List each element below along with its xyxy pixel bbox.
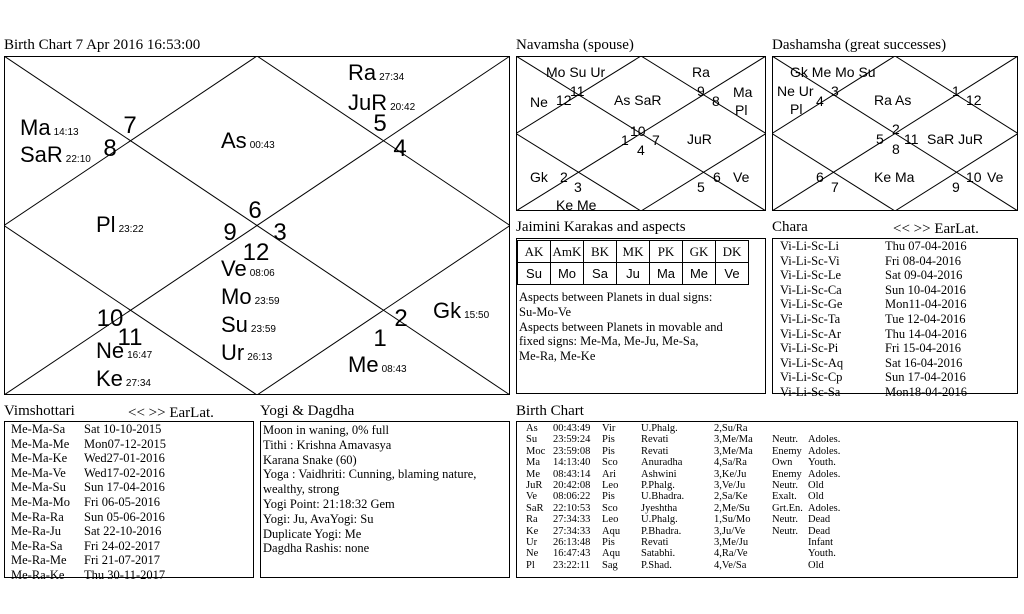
birth-table-cell: Own <box>772 457 793 469</box>
dashamsha-label: 5 <box>876 131 884 147</box>
birth-table-cell: 27:34:33 <box>553 525 591 537</box>
navamsha-label: JuR <box>687 131 712 147</box>
birth-table-cell: 08:43:14 <box>553 468 591 480</box>
birth-table-cell: 3,Me/Ma <box>714 434 753 446</box>
birth-table-cell: 2,Su/Ra <box>714 423 748 434</box>
vimshottari-row: Me-Ra-Ke <box>11 568 65 582</box>
birth-table-cell: Youth. <box>808 548 836 560</box>
house-number: 11 <box>117 324 143 351</box>
birth-table-cell: U.Bhadra. <box>641 491 685 503</box>
vimshottari-row: Fri 06-05-2016 <box>84 495 161 509</box>
vimshottari-row: Sat 10-10-2015 <box>84 422 162 436</box>
vimshottari-row: Fri 21-07-2017 <box>84 553 161 568</box>
chara-row: Mon18-04-2016 <box>885 385 967 399</box>
chara-nav[interactable]: << >> EarLat. <box>893 221 979 237</box>
house-number: 9 <box>223 219 237 246</box>
birth-table-cell: Ari <box>602 468 616 480</box>
vimshottari-row: Me-Ra-Ju <box>11 524 61 539</box>
birth-table-cell: Aqu <box>602 548 621 560</box>
vimshottari-row: Wed17-02-2016 <box>84 465 165 480</box>
birth-table-cell: Youth. <box>808 457 836 469</box>
planet-ur: Ur 26:13 <box>221 340 273 365</box>
vimshottari-row: Me-Ra-Me <box>11 553 67 568</box>
birth-table-cell: 16:47:43 <box>553 548 591 560</box>
birth-table-cell: Adoles. <box>808 434 841 446</box>
birth-table-cell: 23:59:24 <box>553 434 591 446</box>
birth-table-cell: Adoles. <box>808 445 841 457</box>
dashamsha-label: 2 <box>892 121 900 137</box>
vimshottari-row: Me-Ra-Ra <box>11 509 64 524</box>
birth-table-cell: Neutr. <box>772 525 798 537</box>
chara-row: Sat 09-04-2016 <box>885 268 963 283</box>
planet-as: As 00:43 <box>221 128 275 153</box>
karaka-value: Su <box>518 263 551 285</box>
birth-table-cell: Exalt. <box>772 491 797 503</box>
navamsha-label: Ra <box>692 64 710 80</box>
karaka-value: Ve <box>716 263 749 285</box>
birth-table-panel <box>516 421 1018 578</box>
vimshottari-row: Wed27-01-2016 <box>84 451 165 466</box>
dashamsha-label: Ne Ur <box>777 83 814 99</box>
house-number: 2 <box>394 305 408 332</box>
navamsha-label: 12 <box>556 92 572 108</box>
dashamsha-label: Ve <box>987 169 1004 185</box>
dashamsha-label: Gk Me Mo Su <box>790 64 876 80</box>
yogi-line: Tithi : Krishna Amavasya <box>263 437 392 452</box>
birth-table-cell: Sco <box>602 502 618 514</box>
birth-table-cell: P.Phalg. <box>641 480 675 491</box>
planet-me: Me 08:43 <box>348 352 407 377</box>
karaka-header: DK <box>716 241 749 263</box>
yogi-line: Moon in waning, 0% full <box>263 423 390 437</box>
navamsha-label: 6 <box>713 169 721 185</box>
yogi-line: wealthy, strong <box>263 482 340 497</box>
yogi-line: Duplicate Yogi: Me <box>263 526 362 541</box>
birth-table-cell: 4,Sa/Ra <box>714 457 747 469</box>
karaka-header: AmK <box>551 241 584 263</box>
birth-table-cell: Neutr. <box>772 480 798 491</box>
navamsha-label: As SaR <box>614 92 662 108</box>
aspect-line: Su-Mo-Ve <box>519 304 572 319</box>
birth-table-title: Birth Chart <box>516 403 584 419</box>
house-number: 8 <box>103 135 117 162</box>
chara-row: Vi-Li-Sc-Vi <box>780 253 840 268</box>
chara-row: Vi-Li-Sc-Pi <box>780 341 839 356</box>
birth-table-cell: 4,Ve/Sa <box>714 559 747 571</box>
birth-table-cell: Ma <box>526 457 540 469</box>
navamsha-label: Gk <box>530 169 548 185</box>
navamsha-label: 4 <box>637 142 645 158</box>
birth-table-cell: 4,Ra/Ve <box>714 548 748 560</box>
chara-row: Vi-Li-Sc-Aq <box>780 355 844 370</box>
navamsha-chart <box>516 56 766 211</box>
dashamsha-label: 10 <box>966 169 982 185</box>
navamsha-label: 5 <box>697 179 705 195</box>
aspect-line: Aspects between Planets in dual signs: <box>519 290 713 304</box>
birth-table-cell: 00:43:49 <box>553 423 591 434</box>
birth-table-cell: Adoles. <box>808 502 841 514</box>
birth-table-cell: Leo <box>602 480 619 491</box>
birth-table-cell: U.Phalg. <box>641 514 678 526</box>
birth-table-cell: 3,Ju/Ve <box>714 525 746 537</box>
house-number: 7 <box>123 112 137 139</box>
house-number: 6 <box>248 197 262 224</box>
birth-table-cell: Neutr. <box>772 434 798 446</box>
chara-row: Fri 15-04-2016 <box>885 341 962 356</box>
birth-table-cell: P.Shad. <box>641 559 672 571</box>
birth-table-cell: Ra <box>526 514 538 526</box>
birth-table-cell: Ve <box>526 491 538 503</box>
karaka-header: AK <box>518 241 551 263</box>
dashamsha-label: 7 <box>831 179 839 195</box>
chara-row: Mon11-04-2016 <box>885 297 967 312</box>
dashamsha-label: 1 <box>952 83 960 99</box>
birth-table-cell: Old <box>808 491 824 503</box>
birth-table-cell: 22:10:53 <box>553 502 591 514</box>
chara-row: Thu 07-04-2016 <box>885 239 967 253</box>
karaka-value: Ju <box>617 263 650 285</box>
dashamsha-label: Pl <box>790 101 803 117</box>
jaimini-aspects <box>519 290 763 364</box>
dashamsha-chart <box>772 56 1018 211</box>
birth-table-cell: Aqu <box>602 525 621 537</box>
birth-table-cell: Revati <box>641 537 669 548</box>
yogi-line: Yoga : Vaidhriti: Cunning, blaming nature, <box>263 467 477 482</box>
birth-table-cell: Vir <box>602 423 616 434</box>
aspect-line: Me-Ra, Me-Ke <box>519 349 596 364</box>
birth-table-cell: P.Bhadra. <box>641 525 682 537</box>
karaka-header: GK <box>683 241 716 263</box>
dashamsha-label: 4 <box>816 93 824 109</box>
birth-table-cell: Pl <box>526 559 535 571</box>
birth-table-cell: 27:34:33 <box>553 514 591 526</box>
chara-row: Tue 12-04-2016 <box>885 312 966 326</box>
house-number: 3 <box>273 219 287 246</box>
birth-table-cell: Infant <box>808 537 834 548</box>
birth-table-cell: 3,Me/Ju <box>714 537 749 548</box>
birth-table-cell: Dead <box>808 525 831 537</box>
planet-pl: Pl 23:22 <box>96 212 144 237</box>
birth-table-cell: 1,Su/Mo <box>714 514 751 526</box>
chara-row: Vi-Li-Sc-Li <box>780 239 839 253</box>
birth-table-cell: 14:13:40 <box>553 457 591 469</box>
birth-table-cell: Su <box>526 434 538 446</box>
vimshottari-row: Me-Ma-Su <box>11 480 66 495</box>
chara-row: Thu 14-04-2016 <box>885 326 967 341</box>
planet-ra: Ra 27:34 <box>348 60 405 85</box>
birth-table-cell: 3,Ve/Ju <box>714 480 746 491</box>
navamsha-label: Ne <box>530 94 548 110</box>
birth-table-cell: Me <box>526 468 540 480</box>
vimshottari-row: Sun 05-06-2016 <box>84 509 165 524</box>
navamsha-label: 11 <box>570 83 585 99</box>
chara-row: Vi-Li-Sc-Ta <box>780 312 841 326</box>
house-number: 5 <box>373 110 387 137</box>
yogi-line: Yogi Point: 21:18:32 Gem <box>263 496 395 511</box>
dashamsha-label: 6 <box>816 169 824 185</box>
chara-row: Vi-Li-Sc-Ar <box>780 326 842 341</box>
navamsha-label: Pl <box>735 102 748 118</box>
birth-table-cell: 23:59:08 <box>553 445 591 457</box>
karaka-header: MK <box>617 241 650 263</box>
birth-table-cell: Ne <box>526 548 539 560</box>
birth-table-cell: Neutr. <box>772 514 798 526</box>
yogi-line: Karana Snake (60) <box>263 452 357 467</box>
aspect-line: fixed signs: Me-Ma, Me-Ju, Me-Sa, <box>519 334 699 349</box>
navamsha-label: 8 <box>712 93 720 109</box>
jaimini-title: Jaimini Karakas and aspects <box>516 219 686 235</box>
vimshottari-row: Sun 17-04-2016 <box>84 480 165 495</box>
vimshottari-row: Sat 22-10-2016 <box>84 524 162 539</box>
birth-table-cell: Grt.En. <box>772 502 803 514</box>
dashamsha-label: 8 <box>892 141 900 157</box>
birth-table-cell: Sco <box>602 457 618 469</box>
birth-table-cell: Old <box>808 480 824 491</box>
navamsha-label: 10 <box>630 123 646 139</box>
birth-table-cell: Ashwini <box>641 468 677 480</box>
birth-table-cell: Dead <box>808 514 831 526</box>
dashamsha-label: 11 <box>904 131 919 147</box>
birth-table-cell: Pis <box>602 537 615 548</box>
karaka-value: Me <box>683 263 716 285</box>
vimshottari-row: Thu 30-11-2017 <box>84 568 166 582</box>
navamsha-label: Mo Su Ur <box>546 64 606 80</box>
planet-ma: Ma 14:13 <box>20 115 79 140</box>
navamsha-label: 2 <box>560 169 568 185</box>
birth-table-cell: Revati <box>641 434 669 446</box>
birth-table-cell: Sag <box>602 559 618 571</box>
birth-table-cell: Revati <box>641 445 669 457</box>
karaka-value: Ma <box>650 263 683 285</box>
birth-table-cell: Pis <box>602 445 615 457</box>
navamsha-label: 9 <box>697 83 705 99</box>
birth-table-cell: 3,Ke/Ju <box>714 468 747 480</box>
dashamsha-label: 12 <box>966 92 982 108</box>
birth-table-cell: 23:22:11 <box>553 559 590 571</box>
navamsha-label: Ve <box>733 169 750 185</box>
navamsha-label: Ke Me <box>556 197 597 211</box>
navamsha-label: 3 <box>574 179 582 195</box>
birth-table-cell: Old <box>808 559 824 571</box>
birth-chart-grid <box>4 56 510 395</box>
vimshottari-row: Me-Ma-Sa <box>11 422 66 436</box>
birth-table-cell: 2,Me/Su <box>714 502 750 514</box>
planet-ke: Ke 27:34 <box>96 366 151 391</box>
planet-gk: Gk 15:50 <box>433 298 490 323</box>
navamsha-label: Ma <box>733 84 753 100</box>
dashamsha-label: Ra As <box>874 92 912 108</box>
house-number: 10 <box>96 305 124 332</box>
chara-row: Vi-Li-Sc-Sa <box>780 385 841 399</box>
vimshottari-row: Me-Ma-Ve <box>11 465 66 480</box>
birth-table-cell: 08:06:22 <box>553 491 591 503</box>
chara-row: Vi-Li-Sc-Cp <box>780 370 843 385</box>
karaka-value: Mo <box>551 263 584 285</box>
vimshottari-nav[interactable]: << >> EarLat. <box>128 405 214 421</box>
yogi-line: Yogi: Ju, AvaYogi: Su <box>263 511 374 526</box>
vimshottari-row: Mon07-12-2015 <box>84 436 166 451</box>
chara-row: Vi-Li-Sc-Ge <box>780 297 843 312</box>
house-number: 1 <box>373 325 387 352</box>
birth-table-cell: Enemy <box>772 468 802 480</box>
vimshottari-row: Me-Ma-Mo <box>11 495 71 509</box>
yogi-title: Yogi & Dagdha <box>260 403 355 419</box>
dashamsha-label: Ke Ma <box>874 169 915 185</box>
birth-table-cell: Pis <box>602 491 615 503</box>
birth-table-cell: 2,Sa/Ke <box>714 491 748 503</box>
karaka-table <box>517 240 749 285</box>
birth-table-cell: As <box>526 423 538 434</box>
planet-mo: Mo 23:59 <box>221 284 280 309</box>
birth-table-cell: Leo <box>602 514 619 526</box>
vimshottari-row: Fri 24-02-2017 <box>84 538 161 553</box>
aspect-line: Aspects between Planets in movable and <box>519 319 723 334</box>
planet-su: Su 23:59 <box>221 312 276 337</box>
house-number: 12 <box>242 239 270 266</box>
birth-table-cell: Enemy <box>772 445 802 457</box>
birth-table-cell: Ur <box>526 537 538 548</box>
birth-table-cell: Moc <box>526 445 546 457</box>
chara-row: Vi-Li-Sc-Le <box>780 268 842 283</box>
birth-table-cell: Jyeshtha <box>641 502 678 514</box>
dashamsha-title: Dashamsha (great successes) <box>772 37 947 53</box>
birth-table-cell: U.Phalg. <box>641 423 678 434</box>
dashamsha-label: SaR JuR <box>927 131 984 147</box>
chara-row: Sun 17-04-2016 <box>885 370 966 385</box>
birth-table-cell: 26:13:48 <box>553 537 591 548</box>
birth-table-cell: JuR <box>526 480 543 491</box>
karaka-header: PK <box>650 241 683 263</box>
birth-table-cell: Adoles. <box>808 468 841 480</box>
chara-row: Fri 08-04-2016 <box>885 253 962 268</box>
vimshottari-row: Me-Ra-Sa <box>11 538 63 553</box>
planet-ne: Ne 16:47 <box>96 338 153 363</box>
birth-table-cell: SaR <box>526 502 544 514</box>
dashamsha-label: 3 <box>831 83 839 99</box>
planet-jur: JuR 20:42 <box>348 90 416 115</box>
birth-table-cell: 20:42:08 <box>553 480 591 491</box>
birth-table-cell: Satabhi. <box>641 548 676 560</box>
birth-table-cell: Anuradha <box>641 457 683 469</box>
chara-row: Sun 10-04-2016 <box>885 282 966 297</box>
house-number: 4 <box>393 135 407 162</box>
vimshottari-row: Me-Ma-Ke <box>11 451 68 466</box>
vimshottari-row: Me-Ma-Me <box>11 436 70 451</box>
birth-chart-title: Birth Chart 7 Apr 2016 16:53:00 <box>4 37 201 53</box>
navamsha-title: Navamsha (spouse) <box>516 37 634 53</box>
birth-table-cell: 3,Me/Ma <box>714 445 753 457</box>
planet-sar: SaR 22:10 <box>20 142 91 167</box>
planet-ve: Ve 08:06 <box>221 256 275 281</box>
chara-row: Sat 16-04-2016 <box>885 355 963 370</box>
chara-row: Vi-Li-Sc-Ca <box>780 282 842 297</box>
yogi-line: Dagdha Rashis: none <box>263 541 370 556</box>
birth-table-cell: Pis <box>602 434 615 446</box>
navamsha-label: 7 <box>652 132 660 148</box>
chara-title: Chara <box>772 219 808 235</box>
birth-table-cell: Ke <box>526 525 539 537</box>
yogi-text <box>263 423 509 556</box>
karaka-value: Sa <box>584 263 617 285</box>
karaka-header: BK <box>584 241 617 263</box>
vimshottari-title: Vimshottari <box>4 403 75 419</box>
navamsha-label: 1 <box>621 132 629 148</box>
dashamsha-label: 9 <box>952 179 960 195</box>
